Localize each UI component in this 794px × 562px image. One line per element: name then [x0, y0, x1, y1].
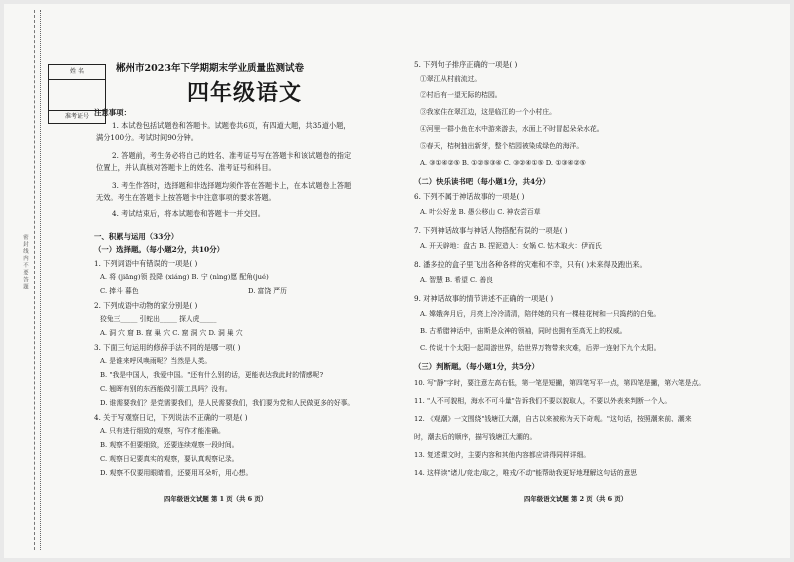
notice-line: 1. 本试卷包括试题卷和答题卡。试题卷共6页，有四道大题，共35道小题，: [112, 121, 351, 130]
question-2-blanks: 狡兔三_____ 引蛇出_____ 探人虎_____: [100, 315, 217, 323]
notice-line: 位置上，并认真核对答题卡上的姓名、准考证号和科目。: [96, 163, 276, 172]
exam-sheet: [4, 4, 790, 558]
notice-line: 2. 答题前，考生务必将自己的姓名、准考证号写在答题卡和该试题卷的指定: [112, 151, 352, 160]
question-5: 5. 下列句子排序正确的一项是( ): [414, 60, 518, 69]
seal-line-text: 密 封 线 内 不 要 答 题: [22, 234, 28, 290]
question-5-sentence: ①翠江从村前流过。: [420, 75, 482, 83]
question-3-option: C. 翘晖有别的东西能做引箭工具吗？没有。: [100, 385, 232, 393]
question-7-options: A. 开天辟地：盘古 B. 捏泥造人：女娲 C. 钻木取火：伊而氏: [420, 242, 602, 250]
notice-line: 3. 考生作答时，选择题和非选择题均须作答在答题卡上，在本试题卷上答题: [112, 181, 352, 190]
question-3-option: D. 谁需要我们？是党需要我们，是人民需要我们，我们要为党和人民做更多的好事。: [100, 399, 355, 407]
notice-line: 4. 考试结束后，将本试题卷和答题卡一并交回。: [112, 209, 265, 218]
question-8: 8. 潘多拉的盒子里飞出各种各样的灾难和不幸，只有( )未来得及跑出来。: [414, 260, 647, 269]
question-9: 9. 对神话故事的情节讲述不正确的一项是( ): [414, 294, 554, 303]
notice-heading: 注意事项：: [94, 108, 131, 117]
notice-line: 满分100分。考试时间90分钟。: [96, 133, 198, 142]
question-9-option: B. 古希腊神话中，宙斯是众神的领袖，同时也拥有至高无上的权威。: [420, 327, 627, 335]
question-1-option: C. 捧斗 暮色: [100, 287, 139, 295]
question-4-option: D. 观察不仅要用眼睛看，还要用耳朵听，用心想。: [100, 469, 253, 477]
question-3-option: B. "我是中国人，我爱中国。"还有什么别的话，更能表达我此时的情感呢?: [100, 371, 324, 379]
question-8-options: A. 智慧 B. 希望 C. 善良: [420, 276, 493, 284]
question-4: 4. 关于写观察日记，下列说法不正确的一项是( ): [94, 413, 248, 422]
question-6: 6. 下列不属于神话故事的一项是( ): [414, 192, 525, 201]
name-label: 姓 名: [70, 68, 84, 75]
question-4-option: C. 观察日记要真实的观察，要认真观察记录。: [100, 455, 239, 463]
question-5-sentence: ⑤春天，桔树抽出新芽，整个桔园被染成绿色的海洋。: [420, 142, 584, 150]
section-heading: 一、积累与运用（33分）: [94, 232, 179, 241]
exam-title: 郴州市2023年下学期期末学业质量监测试卷: [116, 63, 304, 74]
subsection-heading: （二）快乐读书吧（每小题1分，共4分）: [414, 177, 550, 186]
question-5-sentence: ③我家住在翠江边，这是临江的一个小村庄。: [420, 108, 556, 116]
question-5-sentence: ②村后有一望无际的桔园。: [420, 91, 502, 99]
question-9-option: A. 嫦娥奔月后，月亮上冷冷清清，陪伴她的只有一棵桂花树和一只捣药的白兔。: [420, 310, 661, 318]
page-footer-left: 四年级语文试题 第 1 页（共 6 页）: [164, 495, 268, 503]
question-3-option: A. 是谁来呼风唤雨呢？当然是人类。: [100, 357, 212, 365]
question-1-option: D. 富饶 严历: [248, 287, 287, 295]
subsection-heading: （三）判断题。（每小题1分，共5分）: [414, 362, 539, 371]
question-1: 1. 下列词语中有错误的一项是( ): [94, 259, 198, 268]
question-4-option: A. 只有进行细致的观察，写作才能准确。: [100, 427, 225, 435]
question-11: 11. "人不可貌相，海水不可斗量"告诉我们不要以貌取人，不要以外表来判断一个人。: [414, 397, 672, 405]
question-12: 12. 《观潮》一文围绕"钱塘江大潮，自古以来被称为天下奇观。"这句话，按照潮来前、潮来: [414, 415, 692, 423]
question-4-option: B. 观察不但要细致，还要连续观察一段时间。: [100, 441, 239, 449]
question-1-option: A. 将 (jiāng)领 投降 (xiáng) B. 宁 (nìng)愿 配角(jué): [100, 273, 269, 281]
question-2: 2. 下列成语中动物的家分别是( ): [94, 301, 198, 310]
question-9-option: C. 传说十个太阳一起周游世界，给世界万物带来灾难，后羿一连射下九个太阳。: [420, 344, 661, 352]
question-10: 10. 写"静"字时，要注意左高右低，第一笔是短撇，第四笔写平一点，第四笔是撇，第六笔是点。: [414, 379, 706, 387]
question-5-options: A. ③①④②⑤ B. ①②⑤③④ C. ③②④①⑤ D. ①③④②⑤: [420, 159, 586, 167]
notice-line: 无效。考生在答题卡上按答题卡中注意事项的要求答题。: [96, 193, 276, 202]
question-3: 3. 下面三句运用的修辞手法不同的是哪一项( ): [94, 343, 241, 352]
subject-title: 四年级语文: [187, 81, 303, 106]
question-2-options: A. 洞 穴 窟 B. 窟 巢 穴 C. 窟 洞 穴 D. 洞 巢 穴: [100, 329, 243, 337]
question-12-cont: 时，潮去后的顺序，描写钱塘江大潮的。: [414, 433, 537, 441]
question-14: 14. 这样读"诸儿/竞走/取之，唯戎/不动"能帮助我更好地理解这句话的意思: [414, 469, 638, 477]
question-5-sentence: ④河里一群小鱼在水中游来游去，水面上不时冒起朵朵水花。: [420, 125, 604, 133]
question-7: 7. 下列神话故事与神话人物搭配有误的一项是( ): [414, 226, 568, 235]
binding-dots: [40, 10, 41, 550]
subsection-heading: （一）选择题。（每小题2分，共10分）: [94, 245, 224, 254]
binding-line: [34, 10, 35, 550]
question-13: 13. 复述课文时，主要内容和其他内容都应讲得同样详细。: [414, 451, 591, 459]
exam-id-label: 准考证号: [49, 110, 105, 123]
question-6-options: A. 叶公好龙 B. 愚公移山 C. 神农尝百草: [420, 208, 541, 216]
name-field[interactable]: [49, 80, 105, 110]
page-footer-right: 四年级语文试题 第 2 页（共 6 页）: [524, 495, 628, 503]
